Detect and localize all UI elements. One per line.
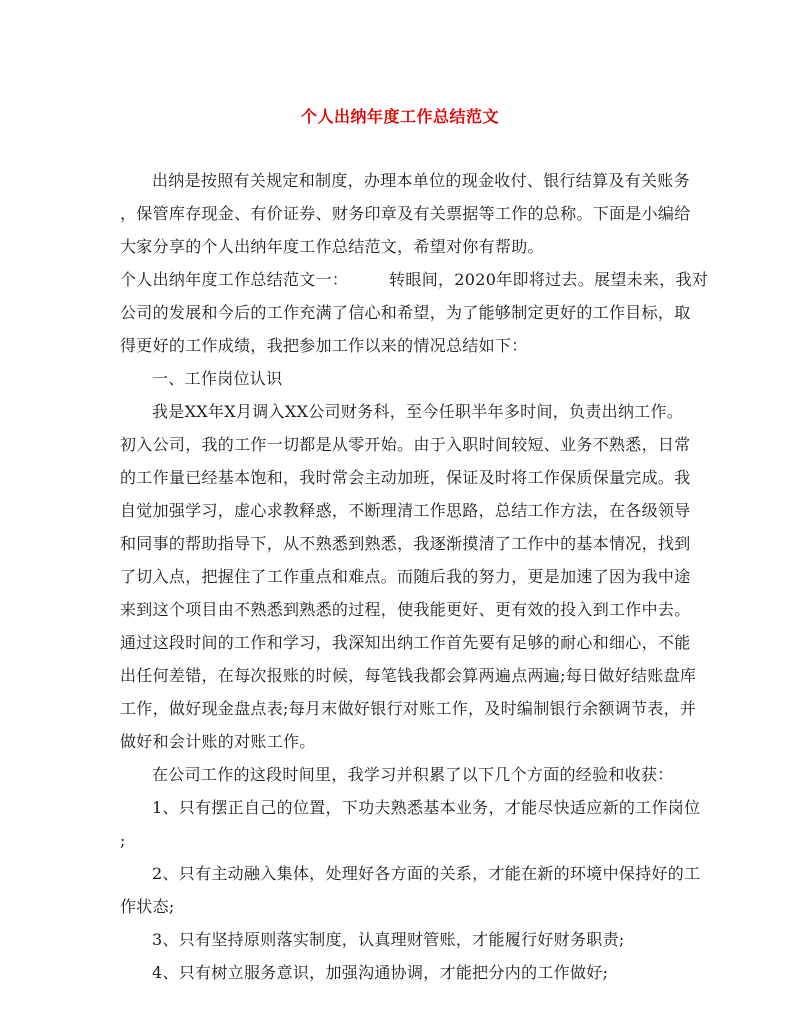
text-line: 和同事的帮助指导下，从不熟悉到熟悉，我逐渐摸清了工作中的基本情况，找到 [120,534,691,553]
text-line: ; [120,831,126,850]
text-line: 大家分享的个人出纳年度工作总结范文，希望对你有帮助。 [120,237,544,256]
text-line: 个人出纳年度工作总结范文一： 转眼间，2020年即将过去。展望未来，我对 [120,270,709,289]
text-line: ，保管库存现金、有价证券、财务印章及有关票据等工作的总称。下面是小编给 [120,204,691,223]
text-line: 自觉加强学习，虚心求教释惑，不断理清工作思路，总结工作方法，在各级领导 [120,501,691,520]
text-line: 通过这段时间的工作和学习，我深知出纳工作首先要有足够的耐心和细心，不能 [120,633,691,652]
text-line: 得更好的工作成绩，我把参加工作以来的情况总结如下： [120,336,528,355]
text-line: 作状态; [120,897,175,916]
text-line: 出纳是按照有关规定和制度，办理本单位的现金收付、银行结算及有关账务 [152,171,690,190]
section-heading: 一、工作岗位认识 [152,369,283,388]
text-line: 出任何差错，在每次报账的时候，每笔钱我都会算两遍点两遍;每日做好结账盘库 [120,666,697,685]
text-line: 做好和会计账的对账工作。 [120,732,316,751]
text-line: 在公司工作的这段时间里，我学习并积累了以下几个方面的经验和收获： [152,765,674,784]
text-line: 我是XX年X月调入XX公司财务科，至今任职半年多时间，负责出纳工作。 [152,402,684,421]
list-item: 3、只有坚持原则落实制度，认真理财管账，才能履行好财务职责; [152,930,625,949]
text-line: 初入公司，我的工作一切都是从零开始。由于入职时间较短、业务不熟悉，日常 [120,435,691,454]
text-line: 工作，做好现金盘点表;每月末做好银行对账工作，及时编制银行余额调节表，并 [120,699,697,718]
text-line: 公司的发展和今后的工作充满了信心和希望，为了能够制定更好的工作目标，取 [120,303,691,322]
list-item: 4、只有树立服务意识，加强沟通协调，才能把分内的工作做好; [152,963,609,982]
document-title: 个人出纳年度工作总结范文 [300,107,499,126]
text-line: 了切入点，把握住了工作重点和难点。而随后我的努力，更是加速了因为我中途 [120,567,691,586]
list-item: 1、只有摆正自己的位置，下功夫熟悉基本业务，才能尽快适应新的工作岗位 [152,798,701,817]
text-line: 来到这个项目由不熟悉到熟悉的过程，使我能更好、更有效的投入到工作中去。 [120,600,691,619]
list-item: 2、只有主动融入集体，处理好各方面的关系，才能在新的环境中保持好的工 [152,864,701,883]
text-line: 的工作量已经基本饱和，我时常会主动加班，保证及时将工作保质保量完成。我 [120,468,691,487]
